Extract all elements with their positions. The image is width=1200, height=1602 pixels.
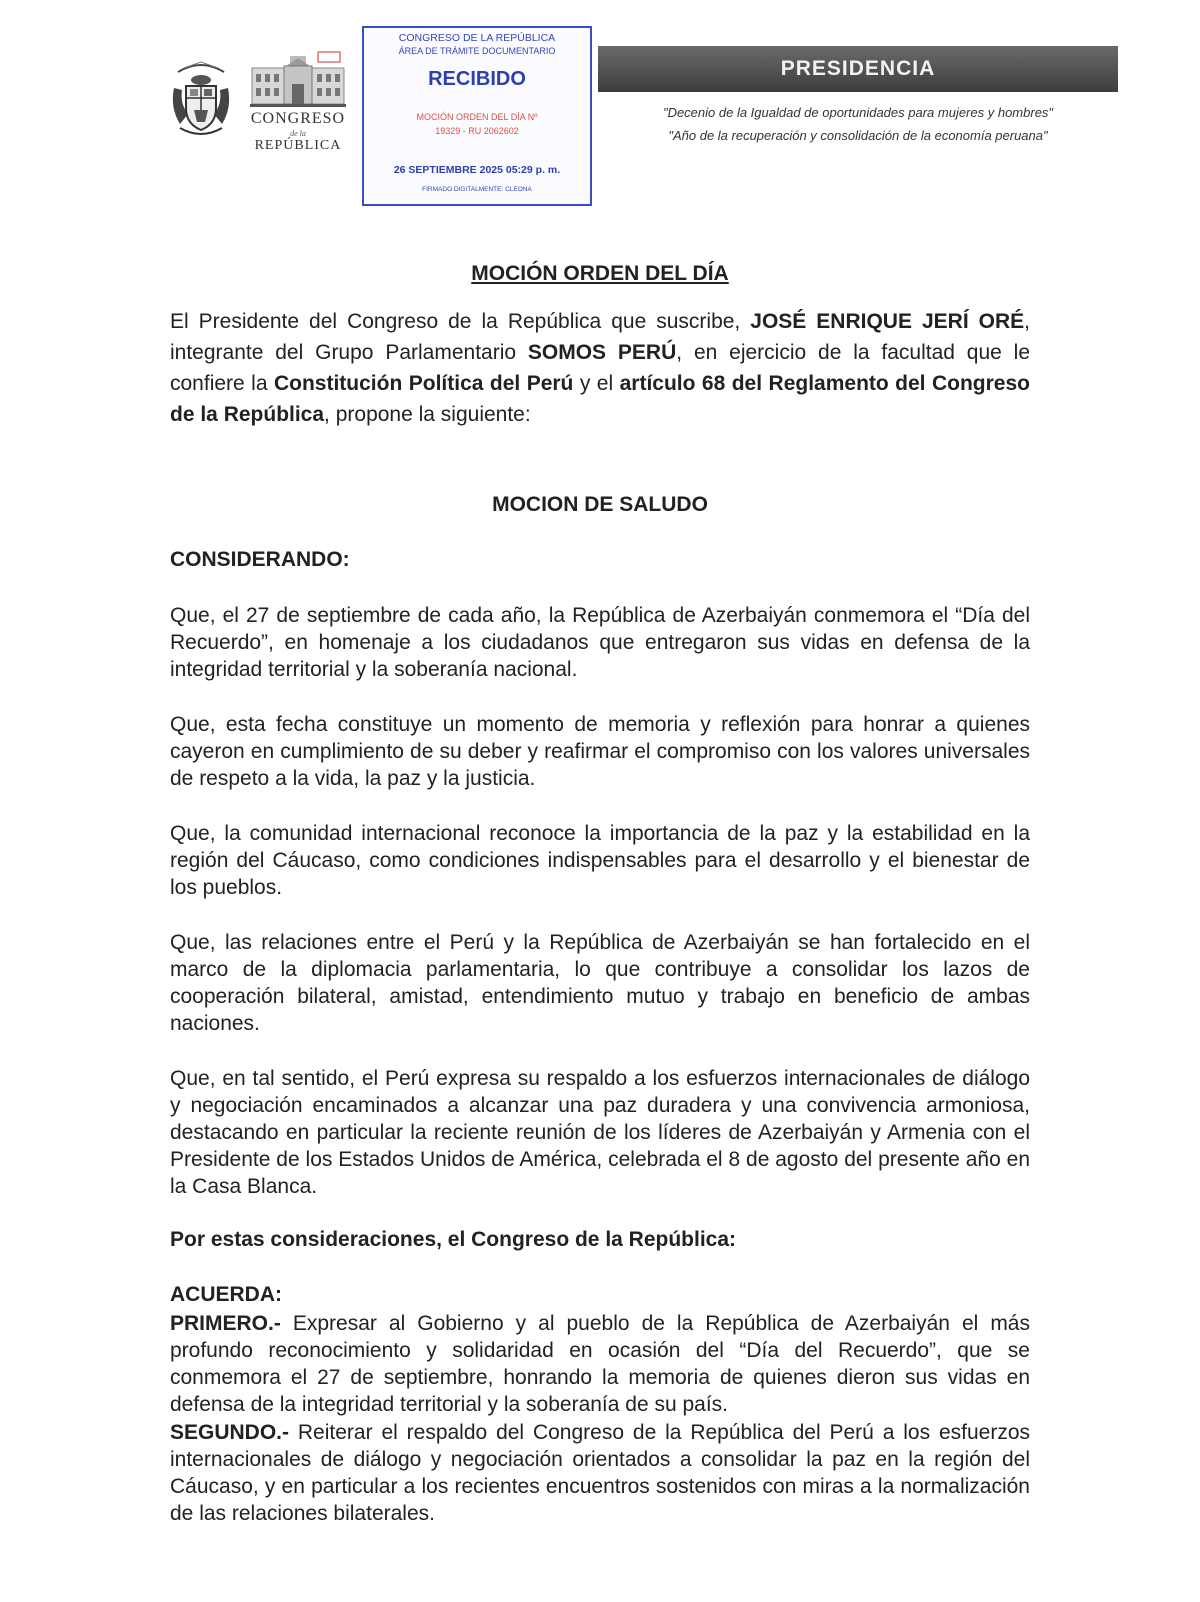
congreso-logo-text: CONGRESO (250, 110, 346, 127)
intro-text-5: , propone la siguiente: (324, 403, 531, 426)
republica-logo-text: REPÚBLICA (254, 138, 342, 153)
primero-text: Expresar al Gobierno y al pueblo de la República de Azerbaiyán el más profundo reconocimiento y solidaridad en ocasión del “Día del Recuerdo”, que se conmemora el 27 de septiembre, honrando la memoria de quienes dieron sus vidas en defensa de la integridad territorial y la soberanía de su país. (170, 1312, 1030, 1416)
decenio-motto: "Decenio de la Igualdad de oportunidades para mujeres y hombres" (662, 105, 1054, 120)
stamp-signed: FIRMADO DIGITALMENTE: CLEONA (422, 186, 532, 193)
segundo-text: Reiterar el respaldo del Congreso de la República del Perú a los esfuerzos internacionales de diálogo y negociación orientados a consolidar la paz en la región del Cáucaso, y en particular a los recientes encuentros sostenidos con miras a la normalización de las relaciones bilaterales. (170, 1421, 1030, 1525)
primero-label: PRIMERO.- (170, 1312, 281, 1335)
congreso-logo-text-small: de la (290, 129, 306, 138)
considerando-paragraph: Que, la comunidad internacional reconoce la importancia de la paz y la estabilidad en la región del Cáucaso, como condiciones indispensables para el desarrollo y el bienestar de los pueblos. (170, 822, 1030, 899)
considerando-heading: CONSIDERANDO: (170, 548, 350, 571)
segundo-clause (170, 1419, 1030, 1527)
stamp-datetime: 26 SEPTIEMBRE 2025 05:29 p. m. (393, 164, 561, 176)
stamp-line-1: CONGRESO DE LA REPÚBLICA (398, 32, 556, 44)
intro-text-1: El Presidente del Congreso de la República que suscribe, (170, 310, 751, 333)
document-title: MOCIÓN ORDEN DEL DÍA (471, 262, 729, 285)
segundo-label: SEGUNDO.- (170, 1421, 290, 1444)
considerando-paragraph: Que, en tal sentido, el Perú expresa su respaldo a los esfuerzos internacionales de diálogo y negociación encaminados a alcanzar una paz duradera y una convivencia armoniosa, destacando en particular la reciente reunión de los líderes de Azerbaiyán y Armenia con el Presidente de los Estados Unidos de América, celebrada el 8 de agosto del presente año en la Casa Blanca. (170, 1067, 1030, 1198)
acuerda-heading: ACUERDA: (170, 1283, 282, 1306)
stamp-line-2: ÁREA DE TRÁMITE DOCUMENTARIO (398, 46, 556, 56)
considerando-paragraph: Que, esta fecha constituye un momento de memoria y reflexión para honrar a quienes cayeron en cumplimiento de su deber y reafirmar el compromiso con los valores universales de respeto a la vida, la paz y la justicia. (170, 713, 1030, 790)
intro-text-2: , integrante del Grupo Parlamentario (170, 310, 1030, 364)
por-estas-heading: Por estas consideraciones, el Congreso de la República: (170, 1228, 737, 1251)
reception-stamp (362, 26, 592, 206)
constitution-ref: Constitución Política del Perú (273, 372, 574, 395)
considerando-paragraph: Que, el 27 de septiembre de cada año, la República de Azerbaiyán conmemora el “Día del Recuerdo”, en homenaje a los ciudadanos que entregaron sus vidas en defensa de la integridad territorial y la soberanía nacional. (170, 604, 1030, 681)
presidencia-banner: PRESIDENCIA (598, 46, 1118, 92)
president-name: JOSÉ ENRIQUE JERÍ ORÉ (750, 310, 1025, 333)
intro-text-4: y el (573, 372, 620, 395)
intro-paragraph (170, 306, 1030, 430)
stamp-motion-label: MOCIÓN ORDEN DEL DÍA Nº (416, 112, 538, 122)
stamp-motion-number: 19329 - RU 2062602 (435, 126, 519, 136)
considerando-paragraph: Que, las relaciones entre el Perú y la República de Azerbaiyán se han fortalecido en el marco de la diplomacia parlamentaria, lo que contribuye a consolidar los lazos de cooperación bilateral, amistad, entendimiento mutuo y trabajo en beneficio de ambas naciones. (170, 931, 1030, 1035)
stamp-status: RECIBIDO (428, 68, 526, 90)
peru-coat-of-arms-icon (170, 58, 232, 140)
parliamentary-group: SOMOS PERÚ (527, 341, 677, 364)
motion-title: MOCION DE SALUDO (492, 493, 708, 516)
intro-text-3: , en ejercicio de la facultad que le confiere la (170, 341, 1031, 395)
regulation-ref: artículo 68 del Reglamento del Congreso de la República (170, 372, 1030, 426)
year-motto: "Año de la recuperación y consolidación de la economía peruana" (668, 128, 1048, 143)
primero-clause (170, 1310, 1030, 1418)
